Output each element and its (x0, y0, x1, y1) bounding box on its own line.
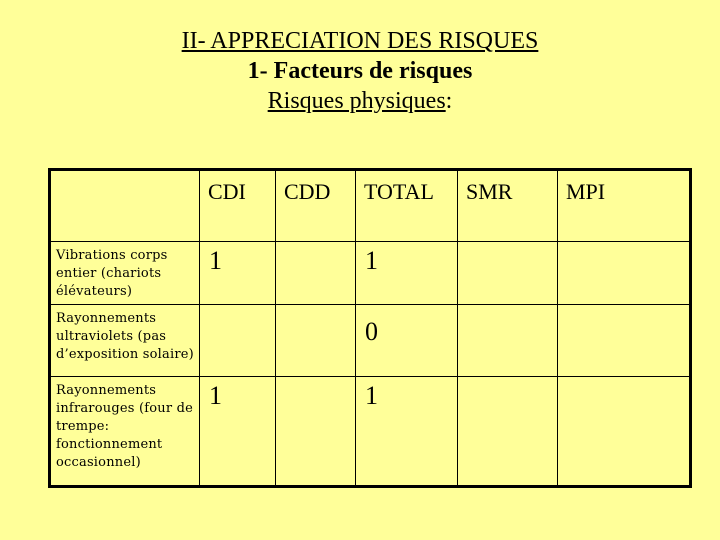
header-cell-cdd: CDD (276, 170, 356, 242)
table-row (50, 305, 691, 377)
section-title: II- APPRECIATION DES RISQUES (181, 28, 539, 54)
cell-cdd (276, 242, 356, 305)
slide-title-block (0, 26, 720, 116)
cell-total: 1 (356, 242, 458, 305)
category-title-text: Risques physiques (267, 88, 446, 114)
header-cell-cdi: CDI (200, 170, 276, 242)
category-title-colon: : (445, 88, 453, 114)
cell-mpi (558, 242, 691, 305)
table-row (50, 242, 691, 305)
row-label-vibrations: Vibrations corps entier (chariots élévateurs) (50, 242, 200, 305)
cell-cdi: 1 (200, 377, 276, 487)
cell-cdi: 1 (200, 242, 276, 305)
cell-total: 0 (356, 305, 458, 377)
cell-mpi (558, 305, 691, 377)
cell-smr (458, 377, 558, 487)
subsection-title: 1- Facteurs de risques (247, 58, 473, 84)
row-label-infrarouges: Rayonnements infrarouges (four de trempe: fonctionnement occasionnel) (50, 377, 200, 487)
cell-cdd (276, 305, 356, 377)
header-cell-total: TOTAL (356, 170, 458, 242)
category-title (0, 86, 720, 116)
row-label-ultraviolets: Rayonnements ultraviolets (pas d’exposition solaire) (50, 305, 200, 377)
cell-cdi (200, 305, 276, 377)
header-cell-mpi: MPI (558, 170, 691, 242)
cell-mpi (558, 377, 691, 487)
table-row (50, 377, 691, 487)
risk-factors-table (48, 168, 692, 488)
cell-cdd (276, 377, 356, 487)
header-cell-smr: SMR (458, 170, 558, 242)
header-cell-empty (50, 170, 200, 242)
cell-smr (458, 305, 558, 377)
cell-smr (458, 242, 558, 305)
cell-total: 1 (356, 377, 458, 487)
table-header-row (50, 170, 691, 242)
